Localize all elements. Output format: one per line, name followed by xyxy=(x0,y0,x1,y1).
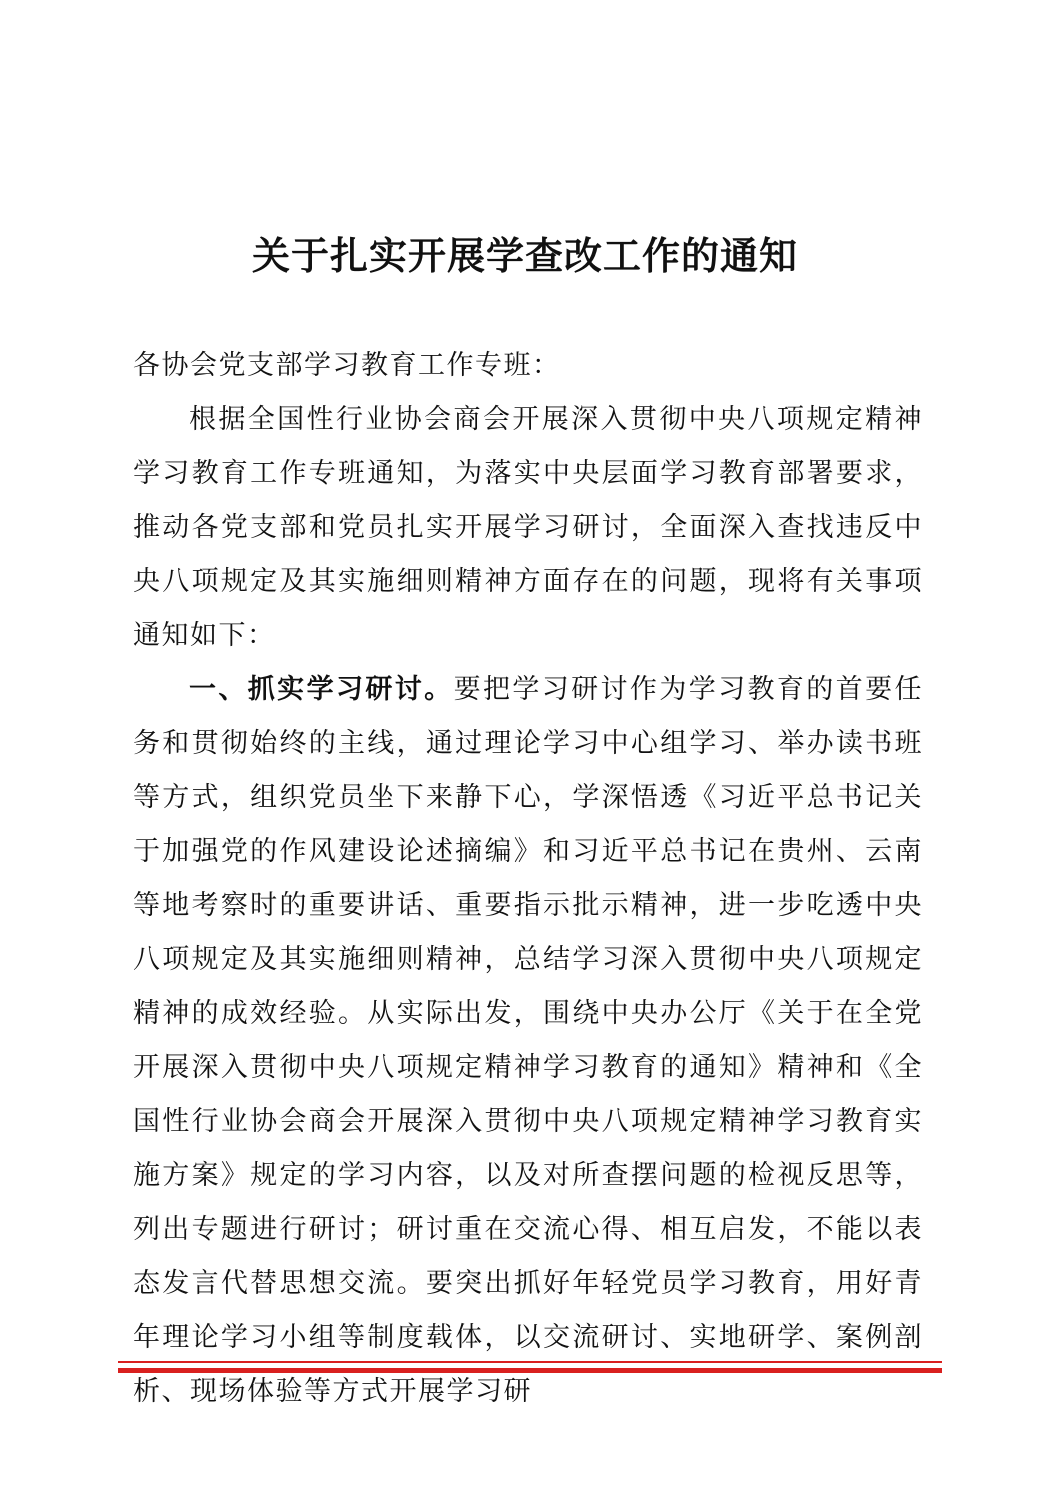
intro-paragraph: 根据全国性行业协会商会开展深入贯彻中央八项规定精神学习教育工作专班通知，为落实中央层面学习教育部署要求，推动各党支部和党员扎实开展学习研讨，全面深入查找违反中央八项规定及其实施细则精神方面存在的问题，现将有关事项通知如下： xyxy=(133,404,923,651)
salutation-line: 各协会党支部学习教育工作专班： xyxy=(133,350,561,381)
section-one-heading: 一、抓实学习研讨。 xyxy=(189,674,454,705)
section-one-body: 要把学习研讨作为学习教育的首要任务和贯彻始终的主线，通过理论学习中心组学习、举办读书班等方式，组织党员坐下来静下心，学深悟透《习近平总书记关于加强党的作风建设论述摘编》和习近平总书记在贵州、云南等地考察时的重要讲话、重要指示批示精神，进一步吃透中央八项规定及其实施细则精神，总结学习深入贯彻中央八项规定精神的成效经验。从实际出发，围绕中央办公厅《关于在全党开展深入贯彻中央八项规定精神学习教育的通知》精神和《全国性行业协会商会开展深入贯彻中央八项规定精神学习教育实施方案》规定的学习内容，以及对所查摆问题的检视反思等，列出专题进行研讨；研讨重在交流心得、相互启发，不能以表态发言代替思想交流。要突出抓好年轻党员学习教育，用好青年理论学习小组等制度载体，以交流研讨、实地研学、案例剖析、现场体验等方式开展学习研 xyxy=(133,674,923,1407)
document-body xyxy=(133,339,923,1419)
section-one-paragraph xyxy=(133,663,923,1419)
footer-rule-thick xyxy=(118,1368,942,1373)
document-title: 关于扎实开展学查改工作的通知 xyxy=(251,234,798,278)
footer-rule-thin xyxy=(118,1361,942,1363)
